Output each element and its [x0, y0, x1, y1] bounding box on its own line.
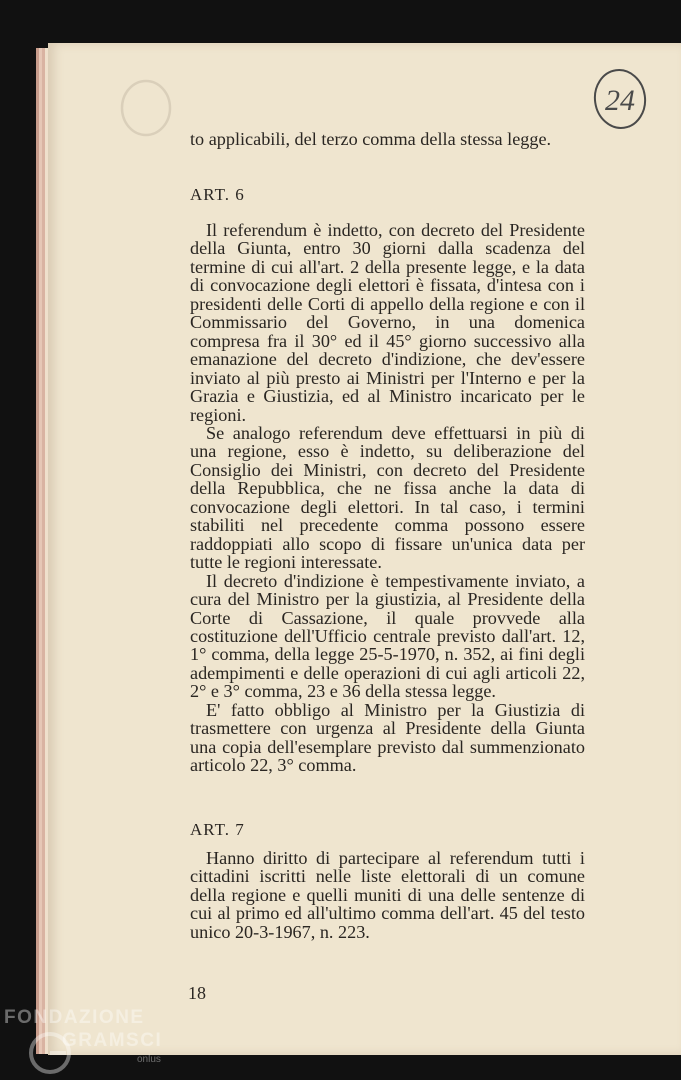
- article-7-body: [190, 849, 585, 941]
- bleed-through-stamp-icon: [118, 78, 174, 138]
- carryover-paragraph: [190, 130, 585, 148]
- fondazione-gramsci-watermark: [0, 1003, 175, 1080]
- article-7-paragraph-1: Hanno diritto di partecipare al referendum tutti i cittadini iscritti nelle liste elettorali di un comune della regione e quelli muniti di una delle sentenze di cui al primo ed all'ultimo comma dell'art. 45 del testo unico 20-3-1967, n. 223.: [190, 848, 585, 942]
- article-6-paragraph-3: Il decreto d'indizione è tempestivamente inviato, a cura del Ministro per la giustizia, al Presidente della Corte di Cassazione, il quale provvede alla costituzione dell'Ufficio centrale previsto dall'art. 12, 1° comma, della legge 25-5-1970, n. 352, ai fini degli adempimenti e delle operazioni di cui agli articoli 22, 2° e 3° comma, 23 e 36 della stessa legge.: [190, 570, 585, 702]
- article-6-heading-block: [190, 186, 585, 204]
- watermark-line-2: GRAMSCI: [62, 1030, 163, 1051]
- article-6-paragraph-2: Se analogo referendum deve effettuarsi in più di una regione, esso è indetto, su deliberazione del Consiglio dei Ministri, con decreto del Presidente della Repubblica, che ne fissa anche la data di convocazione degli elettori. In tal caso, i termini stabiliti nel precedente comma possono essere raddoppiati allo scopo di fissare un'unica data per tutte le regioni interessate.: [190, 422, 585, 573]
- watermark-line-1: FONDAZIONE: [4, 1007, 145, 1028]
- article-6-body: [190, 221, 585, 775]
- watermark-suffix: onlus: [137, 1054, 161, 1065]
- article-6-paragraph-1: Il referendum è indetto, con decreto del Presidente della Giunta, entro 30 giorni dalla scadenza del termine di cui all'art. 2 della presente legge, e la data di convocazione degli elettori è fissata, d'intesa con i presidenti delle Corti di appello della regione e con il Commissario del Governo, in una domenica compresa fra il 30° ed il 45° giorno successivo alla emanazione del decreto d'indizione, che dev'essere inviato al più presto ai Ministri per l'Interno e per la Grazia e Giustizia, ed al Ministro incaricato per le regioni.: [190, 220, 585, 425]
- article-7-heading-block: [190, 821, 585, 839]
- archive-number-stamp: [591, 66, 649, 132]
- carryover-text: to applicabili, del terzo comma della stessa legge.: [190, 129, 552, 149]
- article-6-heading: ART. 6: [190, 185, 245, 204]
- archive-number-stamp-text: 24: [605, 84, 635, 117]
- page-number: 18: [188, 983, 206, 1003]
- article-7-heading: ART. 7: [190, 820, 245, 839]
- article-6-paragraph-4: E' fatto obbligo al Ministro per la Giustizia di trasmettere con urgenza al Presidente della Giunta una copia dell'esemplare previsto dal summenzionato articolo 22, 3° comma.: [190, 699, 585, 776]
